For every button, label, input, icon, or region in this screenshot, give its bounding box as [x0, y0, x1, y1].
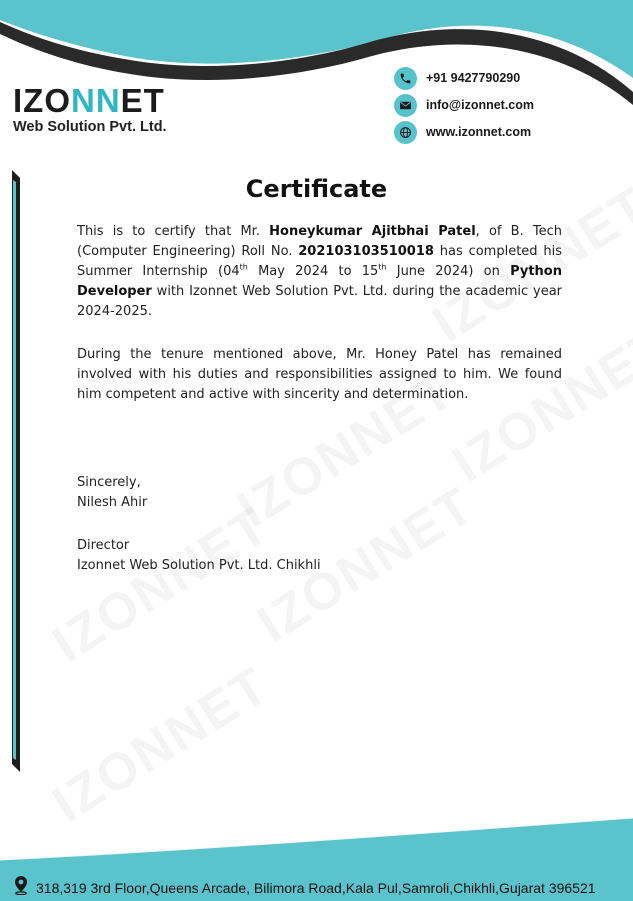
contact-block	[394, 66, 534, 147]
certificate-paragraph-1: This is to certify that Mr. Honeykumar Ajitbhai Patel, of B. Tech (Computer Engineering) Roll No. 202103103510018 has completed his Summer Internship (04th May 2024 to 15th June 2024) on Python Developer with Izonnet Web Solution Pvt. Ltd. during the academic year 2024-2025.	[77, 224, 562, 319]
address-text: 318,319 3rd Floor,Queens Arcade, Bilimora Road,Kala Pul,Samroli,Chikhli,Gujarat 396521	[36, 879, 596, 896]
email-icon	[394, 94, 417, 117]
left-accent-shadow	[13, 180, 16, 760]
closing: Sincerely,	[77, 475, 141, 490]
signature-block	[77, 473, 321, 576]
contact-phone	[394, 66, 534, 90]
internship-role: Python Developer	[77, 264, 562, 299]
signer-designation: Director	[77, 538, 130, 553]
location-pin-icon	[12, 875, 30, 900]
certificate-title: Certificate	[245, 175, 388, 203]
certificate-paragraph-2: During the tenure mentioned above, Mr. Honey Patel has remained involved with his duties and responsibilities assigned to him. We found him competent and active with sincerity and determination.	[77, 347, 562, 402]
website-url[interactable]: www.izonnet.com	[426, 125, 532, 139]
signer-name: Nilesh Ahir	[77, 495, 148, 510]
contact-email	[394, 93, 534, 117]
logo-wordmark: IZONNET	[13, 82, 165, 119]
email-address[interactable]: info@izonnet.com	[426, 98, 535, 112]
roll-number: 202103103510018	[298, 244, 434, 259]
phone-number[interactable]: +91 9427790290	[426, 71, 521, 85]
student-name: Honeykumar Ajitbhai Patel	[269, 224, 476, 239]
company-name: Web Solution Pvt. Ltd.	[13, 119, 167, 135]
signer-organization: Izonnet Web Solution Pvt. Ltd. Chikhli	[77, 558, 321, 573]
phone-icon	[394, 67, 417, 90]
company-logo	[13, 83, 167, 135]
footer-address	[12, 875, 596, 900]
globe-icon	[394, 121, 417, 144]
contact-website	[394, 120, 534, 144]
